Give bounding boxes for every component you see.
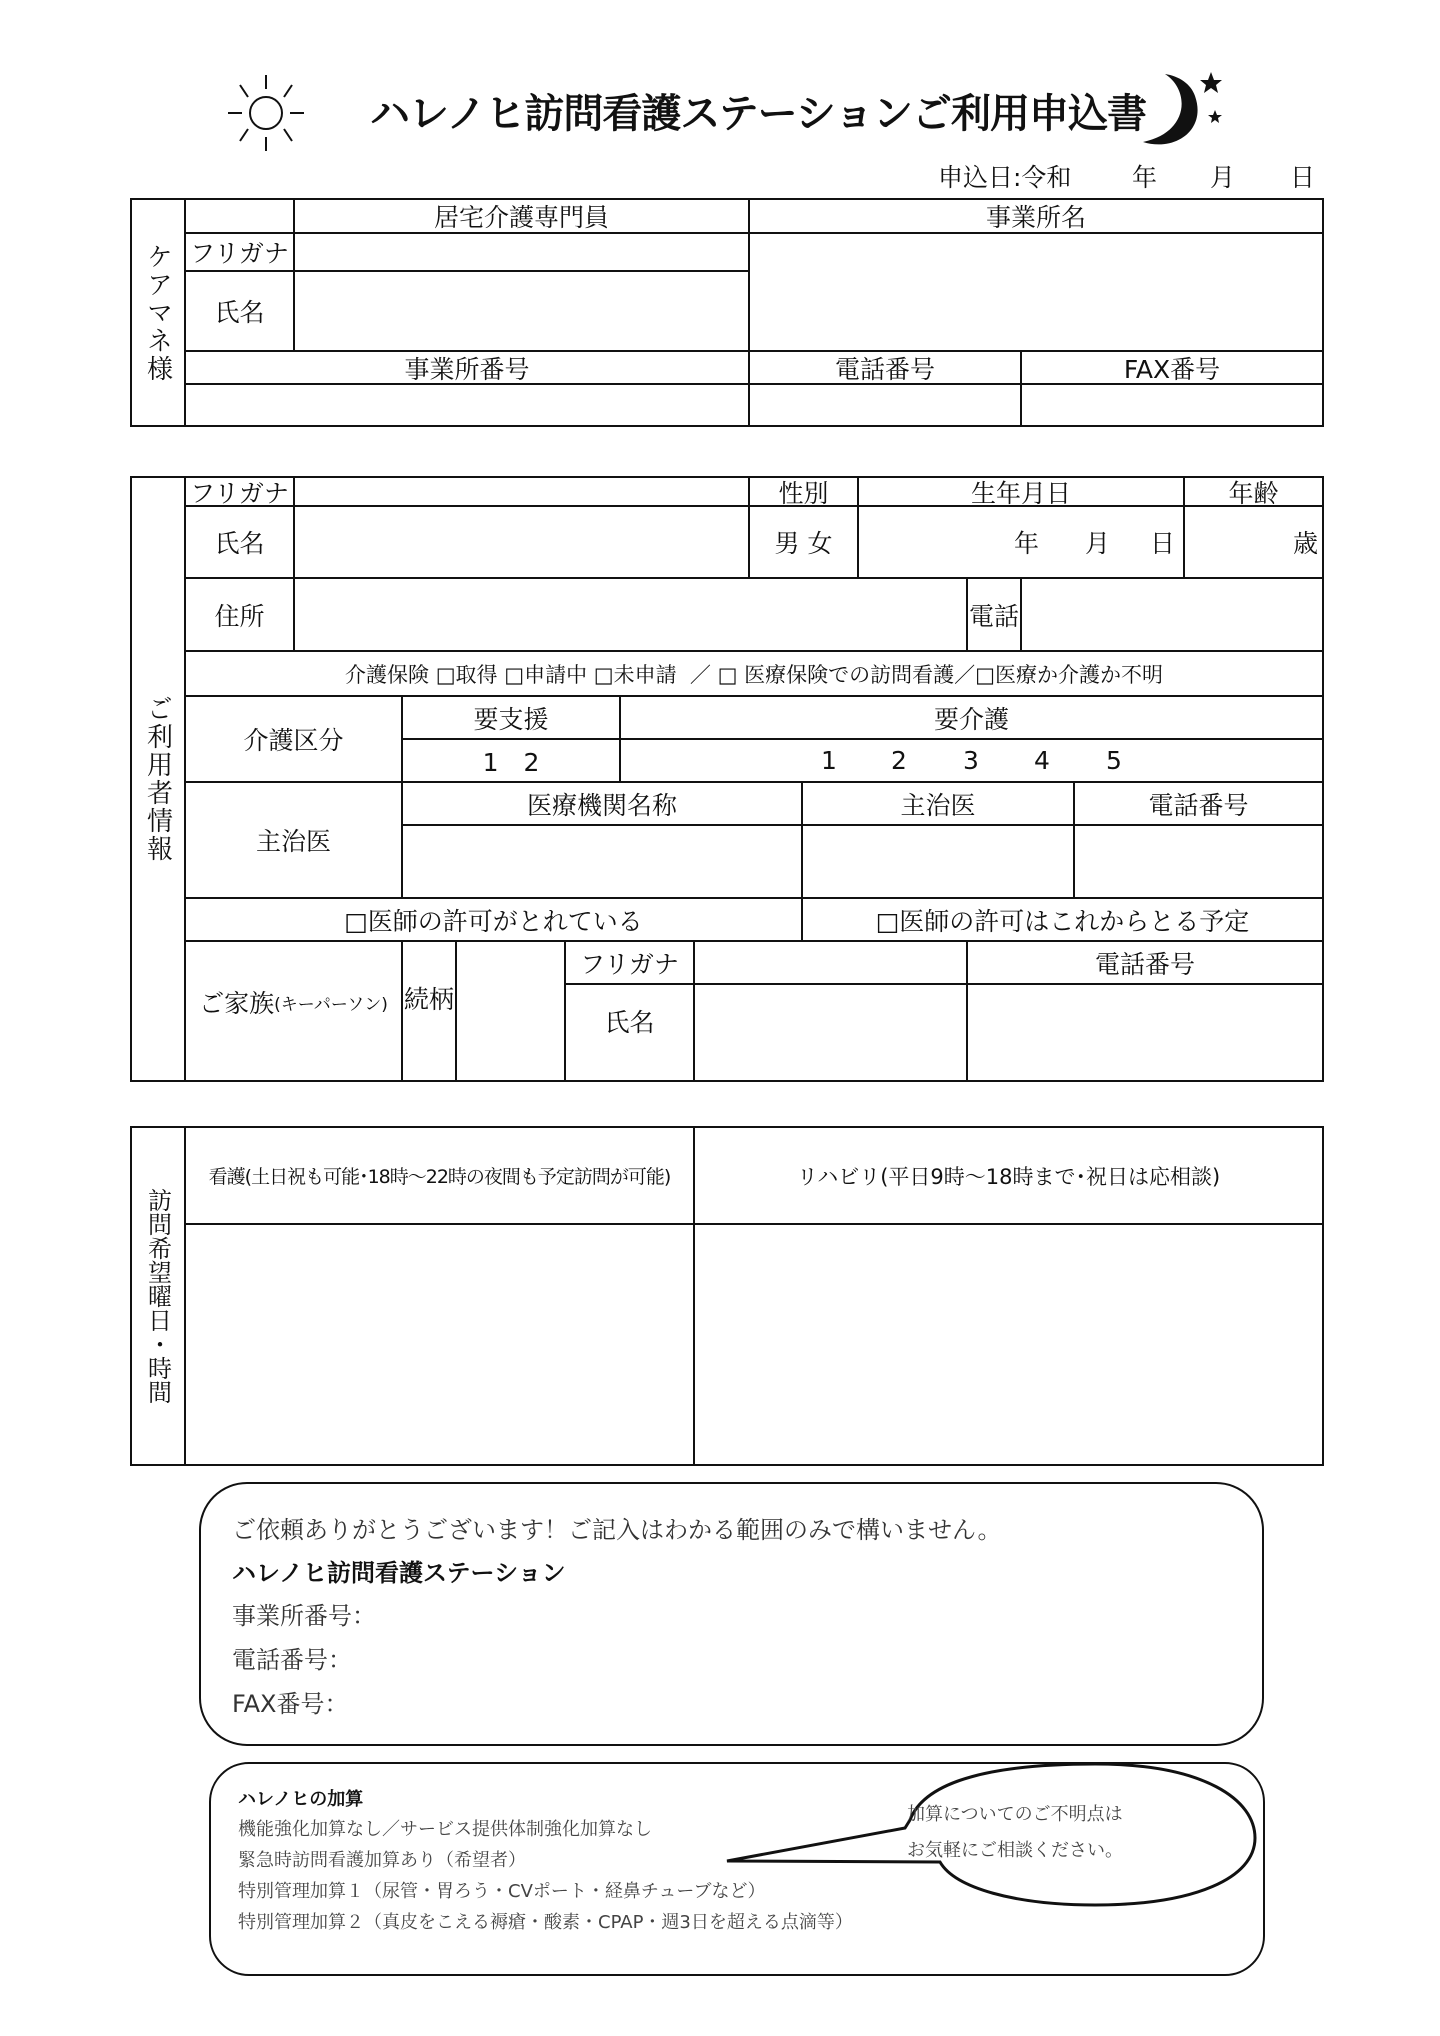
gender-options[interactable]: 男 女 [748, 505, 859, 579]
care-level-5[interactable]: 5 [1106, 746, 1122, 775]
user-phone-label: 電話 [966, 577, 1022, 652]
support-levels[interactable]: 1 2 [401, 738, 621, 783]
birth-month-unit: 月 [1085, 529, 1111, 558]
care-level-2[interactable]: 2 [891, 746, 907, 775]
sun-icon [225, 72, 307, 154]
birthdate-header: 生年月日 [857, 476, 1185, 507]
age-input[interactable] [1183, 505, 1324, 579]
birthdate-input[interactable] [857, 505, 1185, 579]
doctor-phone-header: 電話番号 [1073, 781, 1324, 826]
age-unit: 歳 [1292, 529, 1318, 558]
name-label: 氏名 [184, 270, 295, 352]
relation-input[interactable] [455, 940, 566, 1082]
office-name-header: 事業所名 [748, 198, 1324, 234]
fax-header: FAX番号 [1020, 350, 1324, 385]
family-furigana-label: フリガナ [564, 940, 695, 985]
nursing-schedule-input[interactable] [184, 1223, 695, 1466]
care-level-1[interactable]: 1 [821, 746, 837, 775]
user-name-input[interactable] [293, 505, 750, 579]
furigana-label: フリガナ [184, 232, 295, 272]
family-label-main: ご家族 [199, 989, 275, 1018]
phone-input[interactable] [748, 383, 1022, 427]
family-furigana-input[interactable] [693, 940, 968, 985]
name-input[interactable] [293, 270, 750, 352]
thanks-message: ご依頼ありがとうございます！ご記入はわかる範囲のみで構いません。 [232, 1516, 1002, 1544]
care-level-label: 介護区分 [184, 695, 403, 783]
bubble-line-1: 加算についてのご不明点は [907, 1804, 1123, 1825]
age-header: 年齢 [1183, 476, 1324, 507]
bubble-line-2: お気軽にご相談ください。 [907, 1840, 1123, 1861]
station-fax: FAX番号： [232, 1690, 349, 1718]
addition-line-4: 特別管理加算２（真皮をこえる褥瘡・酸素・CPAP・週3日を超える点滴等） [238, 1912, 853, 1933]
application-date-day: 日 [1290, 163, 1316, 192]
user-name-label: 氏名 [184, 505, 295, 579]
doctor-input[interactable] [801, 824, 1075, 899]
rehab-schedule-input[interactable] [693, 1223, 1324, 1466]
station-name: ハレノヒ訪問看護ステーション [232, 1559, 566, 1587]
application-date [938, 158, 1318, 192]
permission-obtained-checkbox[interactable]: □医師の許可がとれている [184, 897, 803, 942]
specialist-header: 居宅介護専門員 [293, 198, 750, 234]
family-phone-header: 電話番号 [966, 940, 1324, 985]
fax-input[interactable] [1020, 383, 1324, 427]
birth-day-unit: 日 [1150, 529, 1176, 558]
user-phone-input[interactable] [1020, 577, 1324, 652]
family-name-input[interactable] [693, 983, 968, 1082]
doctor-label: 主治医 [184, 781, 403, 899]
institution-input[interactable] [401, 824, 803, 899]
addition-line-2: 緊急時訪問看護加算あり（希望者） [238, 1850, 526, 1871]
speech-bubble [725, 1760, 1265, 1910]
user-furigana-label: フリガナ [184, 476, 295, 507]
care-manager-section-label: ケアマネ様 [130, 198, 186, 427]
application-date-label: 申込日:令和 [938, 163, 1072, 192]
user-furigana-input[interactable] [293, 476, 750, 507]
permission-planned-checkbox[interactable]: □医師の許可はこれからとる予定 [801, 897, 1324, 942]
doctor-phone-input[interactable] [1073, 824, 1324, 899]
institution-header: 医療機関名称 [401, 781, 803, 826]
station-office-number: 事業所番号： [232, 1602, 376, 1630]
care-level-3[interactable]: 3 [963, 746, 979, 775]
family-label [184, 940, 403, 1082]
family-phone-input[interactable] [966, 983, 1324, 1082]
moon-stars-icon [1135, 70, 1225, 150]
birth-year-unit: 年 [1014, 529, 1040, 558]
page-title: ハレノヒ訪問看護ステーションご利用申込書 [370, 91, 1146, 137]
support-header: 要支援 [401, 695, 621, 740]
application-date-year: 年 [1132, 163, 1158, 192]
care-levels[interactable] [619, 738, 1324, 783]
blank-header-cell [184, 198, 295, 234]
office-number-header: 事業所番号 [184, 350, 750, 385]
office-name-input[interactable] [748, 232, 1324, 352]
relation-label: 続柄 [401, 940, 457, 1082]
address-label: 住所 [184, 577, 295, 652]
family-label-sub: (キーパーソン) [274, 995, 388, 1015]
application-date-month: 月 [1210, 163, 1236, 192]
rehab-header: リハビリ(平日9時～18時まで･祝日は応相談) [693, 1126, 1324, 1225]
gender-header: 性別 [748, 476, 859, 507]
addition-line-1: 機能強化加算なし／サービス提供体制強化加算なし [238, 1819, 652, 1840]
visit-schedule-section-label: 訪問希望曜日・時間 [130, 1126, 186, 1466]
care-level-4[interactable]: 4 [1034, 746, 1050, 775]
phone-header: 電話番号 [748, 350, 1022, 385]
office-number-input[interactable] [184, 383, 750, 427]
addition-title: ハレノヒの加算 [238, 1789, 364, 1810]
doctor-header: 主治医 [801, 781, 1075, 826]
station-phone: 電話番号： [232, 1646, 352, 1674]
insurance-status-row[interactable]: 介護保険 □取得 □申請中 □未申請 ／ □ 医療保険での訪問看護／□医療か介護か不明 [184, 650, 1324, 697]
furigana-input[interactable] [293, 232, 750, 272]
address-input[interactable] [293, 577, 968, 652]
user-info-section-label: ご利用者情報 [130, 476, 186, 1082]
care-header: 要介護 [619, 695, 1324, 740]
addition-line-3: 特別管理加算１（尿管・胃ろう・CVポート・経鼻チューブなど） [238, 1881, 766, 1902]
family-name-label: 氏名 [564, 983, 695, 1082]
nursing-header: 看護(土日祝も可能･18時～22時の夜間も予定訪問が可能) [184, 1126, 695, 1225]
